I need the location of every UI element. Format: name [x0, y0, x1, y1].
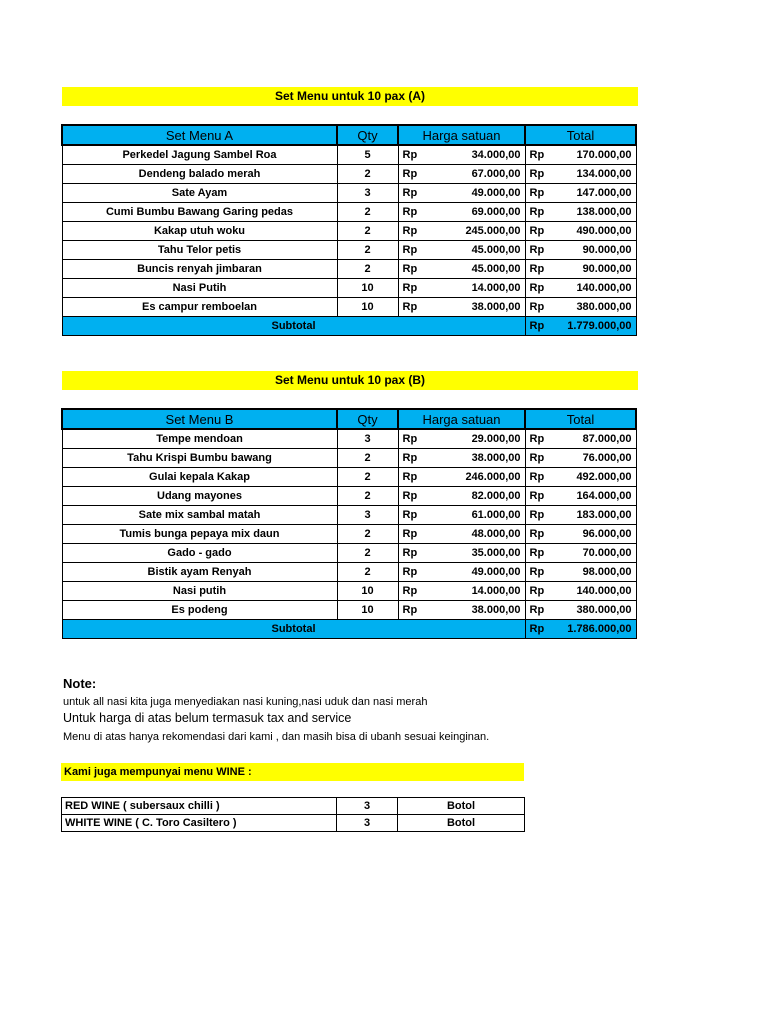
item-qty: 2	[337, 468, 398, 487]
price-currency: Rp	[398, 506, 426, 525]
wine-qty: 3	[337, 798, 398, 815]
item-name: Tahu Telor petis	[62, 241, 337, 260]
wine-table	[61, 797, 525, 832]
item-qty: 2	[337, 544, 398, 563]
wine-unit: Botol	[398, 815, 525, 832]
item-name: Bistik ayam Renyah	[62, 563, 337, 582]
item-price: 34.000,00	[426, 145, 525, 165]
item-total: 90.000,00	[553, 260, 636, 279]
section-b-title: Set Menu untuk 10 pax (B)	[62, 371, 638, 390]
item-total: 140.000,00	[553, 582, 636, 601]
item-name: Tumis bunga pepaya mix daun	[62, 525, 337, 544]
table-row	[62, 506, 636, 525]
subtotal-row	[62, 620, 636, 639]
table-row	[62, 582, 636, 601]
item-name: Sate Ayam	[62, 184, 337, 203]
item-price: 61.000,00	[426, 506, 525, 525]
item-name: Nasi putih	[62, 582, 337, 601]
item-name: Perkedel Jagung Sambel Roa	[62, 145, 337, 165]
item-price: 48.000,00	[426, 525, 525, 544]
item-qty: 10	[337, 601, 398, 620]
price-currency: Rp	[398, 203, 426, 222]
price-currency: Rp	[398, 145, 426, 165]
item-total: 138.000,00	[553, 203, 636, 222]
item-name: Udang mayones	[62, 487, 337, 506]
item-qty: 2	[337, 241, 398, 260]
table-row	[62, 241, 636, 260]
wine-name: RED WINE ( subersaux chilli )	[62, 798, 337, 815]
note-title: Note:	[63, 676, 97, 691]
total-currency: Rp	[525, 468, 553, 487]
item-name: Tahu Krispi Bumbu bawang	[62, 449, 337, 468]
table-row	[62, 487, 636, 506]
table-row	[62, 222, 636, 241]
price-currency: Rp	[398, 563, 426, 582]
total-currency: Rp	[525, 279, 553, 298]
header-set-menu: Set Menu A	[62, 125, 337, 145]
item-qty: 3	[337, 184, 398, 203]
price-currency: Rp	[398, 582, 426, 601]
total-currency: Rp	[525, 165, 553, 184]
item-name: Gulai kepala Kakap	[62, 468, 337, 487]
item-qty: 10	[337, 279, 398, 298]
item-price: 82.000,00	[426, 487, 525, 506]
table-row	[62, 601, 636, 620]
item-total: 98.000,00	[553, 563, 636, 582]
table-row	[62, 449, 636, 468]
price-currency: Rp	[398, 184, 426, 203]
item-qty: 2	[337, 165, 398, 184]
item-qty: 2	[337, 563, 398, 582]
price-currency: Rp	[398, 449, 426, 468]
item-price: 38.000,00	[426, 449, 525, 468]
header-price: Harga satuan	[398, 409, 525, 429]
menu-table-a	[61, 124, 637, 336]
item-qty: 2	[337, 487, 398, 506]
table-row	[62, 145, 636, 165]
item-qty: 10	[337, 298, 398, 317]
total-currency: Rp	[525, 601, 553, 620]
table-header	[62, 409, 636, 429]
table-row	[62, 184, 636, 203]
item-total: 380.000,00	[553, 298, 636, 317]
total-currency: Rp	[525, 544, 553, 563]
total-currency: Rp	[525, 525, 553, 544]
price-currency: Rp	[398, 260, 426, 279]
price-currency: Rp	[398, 279, 426, 298]
item-name: Nasi Putih	[62, 279, 337, 298]
price-currency: Rp	[398, 487, 426, 506]
section-a-title: Set Menu untuk 10 pax (A)	[62, 87, 638, 106]
item-price: 49.000,00	[426, 563, 525, 582]
item-price: 14.000,00	[426, 279, 525, 298]
total-currency: Rp	[525, 506, 553, 525]
item-name: Es campur remboelan	[62, 298, 337, 317]
item-total: 87.000,00	[553, 429, 636, 449]
item-total: 380.000,00	[553, 601, 636, 620]
total-currency: Rp	[525, 145, 553, 165]
header-total: Total	[525, 125, 636, 145]
item-qty: 3	[337, 429, 398, 449]
total-currency: Rp	[525, 241, 553, 260]
item-total: 490.000,00	[553, 222, 636, 241]
price-currency: Rp	[398, 241, 426, 260]
table-row	[62, 544, 636, 563]
menu-table-b	[61, 408, 637, 639]
item-qty: 2	[337, 260, 398, 279]
item-name: Sate mix sambal matah	[62, 506, 337, 525]
total-currency: Rp	[525, 449, 553, 468]
item-total: 70.000,00	[553, 544, 636, 563]
item-total: 183.000,00	[553, 506, 636, 525]
item-name: Buncis renyah jimbaran	[62, 260, 337, 279]
wine-row	[62, 815, 525, 832]
item-total: 76.000,00	[553, 449, 636, 468]
price-currency: Rp	[398, 222, 426, 241]
header-set-menu: Set Menu B	[62, 409, 337, 429]
item-total: 96.000,00	[553, 525, 636, 544]
item-qty: 2	[337, 525, 398, 544]
total-currency: Rp	[525, 429, 553, 449]
table-row	[62, 203, 636, 222]
item-name: Kakap utuh woku	[62, 222, 337, 241]
item-price: 35.000,00	[426, 544, 525, 563]
item-price: 45.000,00	[426, 260, 525, 279]
item-qty: 2	[337, 203, 398, 222]
total-currency: Rp	[525, 582, 553, 601]
table-row	[62, 525, 636, 544]
note-line-3: Menu di atas hanya rekomendasi dari kami , dan masih bisa di ubanh sesuai keinginan.	[63, 731, 490, 743]
total-currency: Rp	[525, 184, 553, 203]
item-total: 170.000,00	[553, 145, 636, 165]
total-currency: Rp	[525, 298, 553, 317]
item-total: 134.000,00	[553, 165, 636, 184]
item-total: 90.000,00	[553, 241, 636, 260]
table-header	[62, 125, 636, 145]
table-row	[62, 165, 636, 184]
wine-qty: 3	[337, 815, 398, 832]
item-price: 14.000,00	[426, 582, 525, 601]
item-price: 38.000,00	[426, 298, 525, 317]
header-qty: Qty	[337, 409, 398, 429]
subtotal-value: 1.779.000,00	[553, 317, 636, 336]
subtotal-currency: Rp	[525, 620, 553, 639]
table-row	[62, 298, 636, 317]
table-row	[62, 563, 636, 582]
item-qty: 3	[337, 506, 398, 525]
item-qty: 10	[337, 582, 398, 601]
item-total: 164.000,00	[553, 487, 636, 506]
item-price: 69.000,00	[426, 203, 525, 222]
wine-title: Kami juga mempunyai menu WINE :	[61, 763, 524, 781]
price-currency: Rp	[398, 544, 426, 563]
item-qty: 2	[337, 449, 398, 468]
item-name: Cumi Bumbu Bawang Garing pedas	[62, 203, 337, 222]
item-total: 492.000,00	[553, 468, 636, 487]
price-currency: Rp	[398, 525, 426, 544]
item-price: 245.000,00	[426, 222, 525, 241]
price-currency: Rp	[398, 165, 426, 184]
note-line-2: Untuk harga di atas belum termasuk tax and service	[63, 711, 352, 725]
table-row	[62, 279, 636, 298]
header-price: Harga satuan	[398, 125, 525, 145]
item-name: Tempe mendoan	[62, 429, 337, 449]
item-qty: 2	[337, 222, 398, 241]
price-currency: Rp	[398, 601, 426, 620]
item-name: Dendeng balado merah	[62, 165, 337, 184]
table-row	[62, 429, 636, 449]
wine-unit: Botol	[398, 798, 525, 815]
price-currency: Rp	[398, 468, 426, 487]
item-total: 147.000,00	[553, 184, 636, 203]
header-total: Total	[525, 409, 636, 429]
total-currency: Rp	[525, 222, 553, 241]
item-price: 67.000,00	[426, 165, 525, 184]
item-name: Gado - gado	[62, 544, 337, 563]
subtotal-label: Subtotal	[62, 620, 525, 639]
total-currency: Rp	[525, 203, 553, 222]
note-line-1: untuk all nasi kita juga menyediakan nasi kuning,nasi uduk dan nasi merah	[63, 696, 428, 708]
item-total: 140.000,00	[553, 279, 636, 298]
subtotal-row	[62, 317, 636, 336]
table-row	[62, 468, 636, 487]
item-price: 29.000,00	[426, 429, 525, 449]
item-qty: 5	[337, 145, 398, 165]
item-price: 45.000,00	[426, 241, 525, 260]
table-row	[62, 260, 636, 279]
item-name: Es podeng	[62, 601, 337, 620]
total-currency: Rp	[525, 487, 553, 506]
price-currency: Rp	[398, 429, 426, 449]
header-qty: Qty	[337, 125, 398, 145]
subtotal-currency: Rp	[525, 317, 553, 336]
item-price: 246.000,00	[426, 468, 525, 487]
total-currency: Rp	[525, 563, 553, 582]
wine-name: WHITE WINE ( C. Toro Casiltero )	[62, 815, 337, 832]
subtotal-value: 1.786.000,00	[553, 620, 636, 639]
wine-row	[62, 798, 525, 815]
price-currency: Rp	[398, 298, 426, 317]
item-price: 38.000,00	[426, 601, 525, 620]
subtotal-label: Subtotal	[62, 317, 525, 336]
item-price: 49.000,00	[426, 184, 525, 203]
total-currency: Rp	[525, 260, 553, 279]
